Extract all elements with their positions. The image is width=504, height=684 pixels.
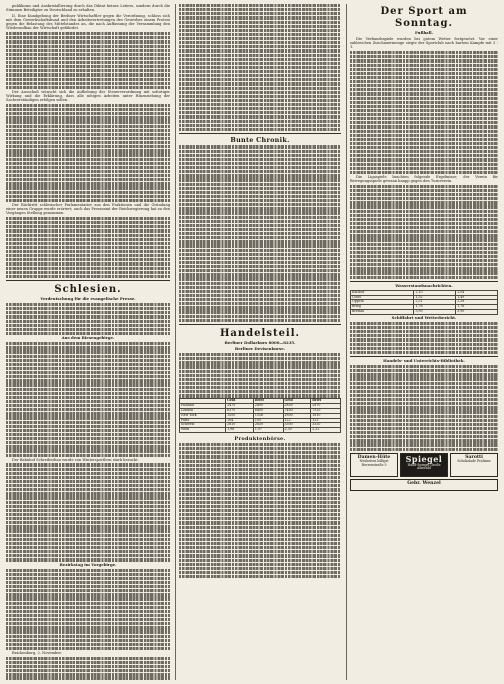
table-cell: Wien [180,428,226,433]
classifieds-title: Handels- und Unterrichts-Bibliothek. [383,357,465,363]
table-cell: 1556 [253,413,283,418]
table-header: Geld [283,399,311,404]
text-block [350,185,498,279]
table-cell: Cosel [351,295,414,300]
sub-heading: Aus dem Riesengebirge. [61,335,115,341]
table-header: Brief [311,399,341,404]
divider [350,281,498,282]
text-block [179,4,341,131]
article-paragraph: Die Ligaspiele brachten folgende Ergebnisse; der Verein für Bewegungsspiele gewann knapp gegen den Turnverein. [350,174,498,184]
section-title: Produktenbörse. [234,436,286,443]
table-cell: Schweiz [180,423,226,428]
table-cell: 1800 [283,413,311,418]
ad-text: Hand-Spiegel Große Auswahl [407,462,441,471]
table-cell: 2,31 [414,300,456,305]
article-paragraph: Der Ausschuß wünscht sich die Aufhebung der Steuerverordnung mit sofortiger Wirkung und die Erklärung, dass alle nötigen Arbeiten unter Hinzuziehung der Sachverständigen erfolgen sollen. [6,89,170,103]
ad-title: Damen-Hüte [357,454,391,460]
table-cell: 2870 [311,404,341,409]
table-cell: 7520 [311,409,341,414]
table-cell: 2,32 [311,428,341,433]
table-cell: 2470 [226,404,254,409]
table-cell: 3,95 [414,310,456,315]
exchange-rate-table [179,398,341,433]
table-cell: 6370 [226,409,254,414]
divider [179,133,341,134]
table-cell: 1,96 [226,428,254,433]
advertisement [400,453,448,477]
table-cell: 1,97 [253,428,283,433]
text-block [6,32,170,89]
text-block [6,303,170,335]
text-block [6,342,170,457]
text-block [350,322,498,354]
section-title: Schlesien. [54,283,122,295]
advertisement-footer [350,479,498,491]
table-cell: 2,28 [456,300,498,305]
column-right [346,4,498,680]
table-cell: 7480 [283,409,311,414]
table-cell: 1,76 [456,305,498,310]
article-paragraph: II. Eine Kundgebung der Berliner Wirtschaftler gegen die Verordnung, schloss sich mit dem Gewerkschaftsbund und den Arbeitsvertretungen des Gewerbes einem Protest gegen die Belastung des Mittelstandes an, die nach Auffassung der Versammlung den Wiederaufbau der Wirtschaft gefährdet. [6,13,170,31]
table-cell: 1,78 [414,305,456,310]
table-cell: 1550 [226,413,254,418]
market-title: Handelsteil. [219,327,301,339]
table-cell: 2850 [283,404,311,409]
text-block [6,657,170,680]
column-left [6,4,170,680]
text-block [6,217,170,278]
table-cell: Brieg [351,305,414,310]
advertisement [450,453,498,477]
ad-text: Schokolade Pralinen [457,459,491,464]
table-cell: 104 [226,418,254,423]
article-paragraph: Reichenberg, 2. November. [12,651,62,656]
table-cell: London [180,409,226,414]
text-block [350,51,498,174]
table-title: Wasserstandsnachrichten. [395,282,453,288]
market-label: Berliner Devisenkurse. [234,345,286,351]
table-cell: 2,30 [283,428,311,433]
table-cell: 2810 [226,423,254,428]
table-cell: 122 [283,418,311,423]
sub-heading: Bezirkstag im Vorgebirge. [59,561,117,567]
water-level-table [350,290,498,315]
article-paragraph: Die Verbandsspiele wurden bei gutem Wetter fortgesetzt. Vor einer zahlreichen Zuschauermenge siegte der Sportclub nach hartem Kampfe mit 3 : 1. [350,37,498,50]
table-title: Schiffahrt und Wetterbericht. [391,314,457,320]
article-paragraph: Der Bahnhof Schreiberhau wurde von Wintersportlern stark besucht. [12,457,139,462]
text-block [179,353,341,397]
text-block [6,463,170,561]
table-header: Brief [253,399,283,404]
article-paragraph: Der Rücktritt schlesischer Parlamentarier aus den Fraktionen und die Gründung einer neuen Gruppe wurde erörtert; auch das Presseamt der Reichsregierung hat zu den Vorgängen Stellung genommen. [6,202,170,216]
table-cell: Breslau [351,310,414,315]
ad-title: Gebr. Wenzel [407,480,441,486]
advertisement-grid [350,453,498,477]
table-cell: Oppeln [351,300,414,305]
table-cell: 2830 [253,423,283,428]
advertisement [350,453,398,477]
text-block [179,145,341,321]
section-title: Bunte Chronik. [230,135,290,144]
market-subtitle: Berliner Dollarkurs 8000—8235. [224,339,296,345]
ad-text: Neuheiten billigst Herrenstraße 5 [359,459,389,467]
text-block [179,443,341,578]
text-block [350,365,498,451]
table-row [180,428,341,433]
table-cell: 1,49 [456,295,498,300]
table-cell: 105 [253,418,283,423]
table-cell: 123 [311,418,341,423]
table-cell: Paris [180,418,226,423]
table-cell: 2,10 [414,290,456,295]
article-paragraph: publikums und Auskristallierung durch das Diktat keines Leiters, sondern durch die Stimmen Beteiligter zu Deutschland zu erhalten. [6,4,170,13]
table-header: Geld [226,399,254,404]
divider [350,356,498,357]
table-cell: 3300 [283,423,311,428]
ad-title: Sarotti [465,454,483,460]
table-cell: 2490 [253,404,283,409]
section-subtitle: Fußball. [414,30,434,35]
column-middle [175,4,341,680]
divider [179,324,341,325]
section-subtitle: Verdeutschung für die evangelische Presse. [40,295,136,301]
table-cell: 3,90 [456,310,498,315]
table-row [351,310,498,315]
divider [6,280,170,281]
table-cell: 1,52 [414,295,456,300]
ad-title: Spiegel [405,453,443,464]
table-cell: 2,04 [456,290,498,295]
section-title: Der Sport am Sonntag. [380,6,468,29]
text-block [6,104,170,202]
text-block [6,569,170,651]
table-cell: Ratibor [351,290,414,295]
table-cell: 6400 [253,409,283,414]
table-cell: 1810 [311,413,341,418]
table-cell: 3320 [311,423,341,428]
table-cell: New York [180,413,226,418]
table-cell: Holland [180,404,226,409]
